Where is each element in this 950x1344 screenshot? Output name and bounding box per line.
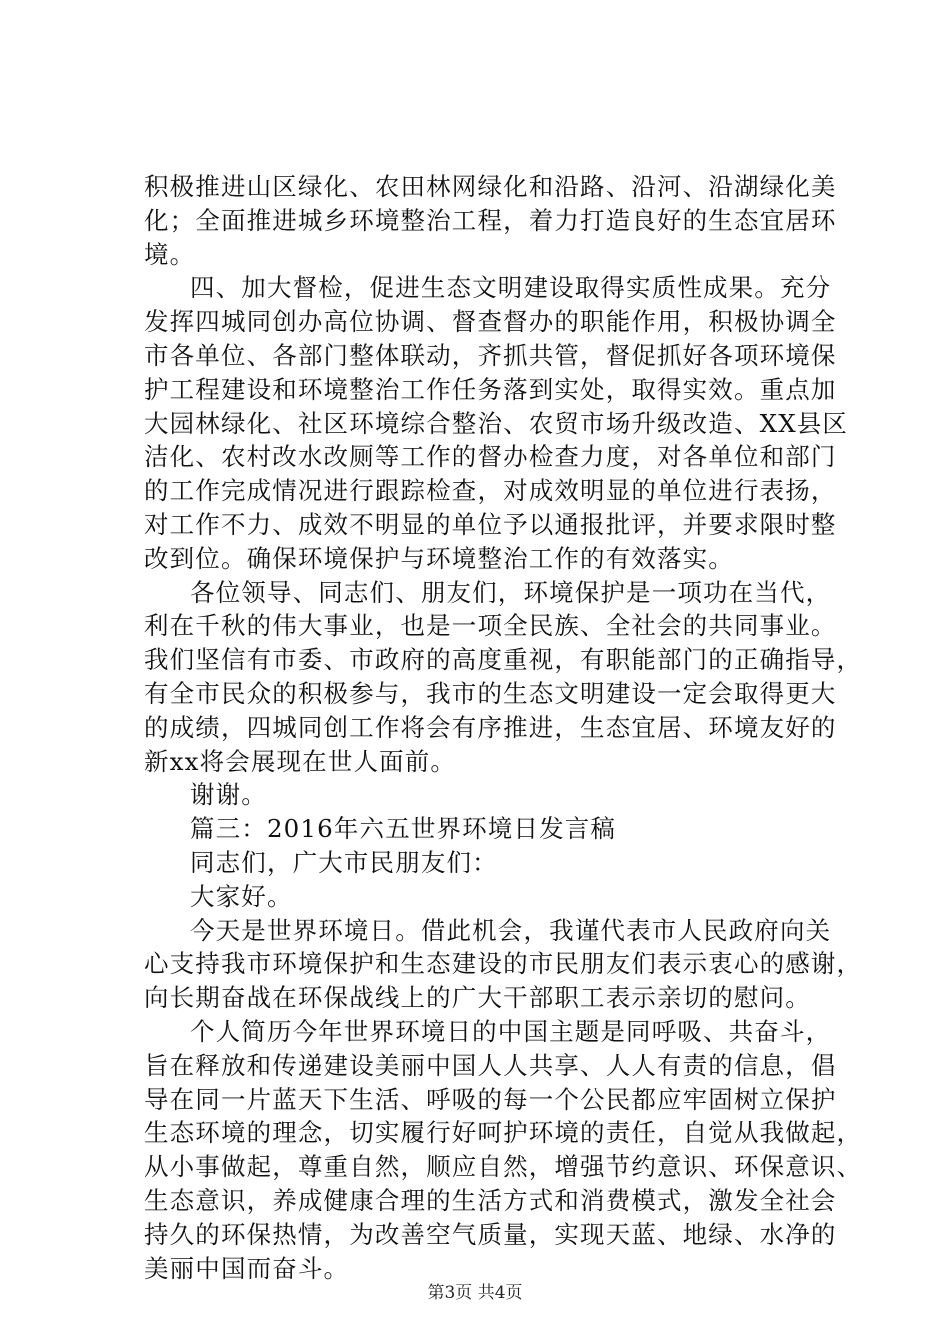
text-line: 向长期奋战在环保战线上的广大干部职工表示亲切的慰问。 — [144, 983, 811, 1013]
text-line: 今天是世界环境日。借此机会，我谨代表市人民政府向关 — [190, 915, 832, 945]
text-line: 洁化、农村改水改厕等工作的督办检查力度，对各单位和部门 — [144, 442, 837, 472]
document-body — [144, 170, 863, 1285]
text-line: 利在千秋的伟大事业，也是一项全民族、全社会的共同事业。 — [144, 611, 837, 641]
text-line: 谢谢。 — [190, 780, 267, 810]
text-line: 新xx将会展现在世人面前。 — [144, 746, 457, 776]
text-line: 持久的环保热情，为改善空气质量，实现天蓝、地绿、水净的 — [144, 1219, 837, 1249]
text-line: 美丽中国而奋斗。 — [144, 1253, 350, 1283]
text-line: 对工作不力、成效不明显的单位予以通报批评，并要求限时整 — [144, 509, 837, 539]
text-line: 积极推进山区绿化、农田林网绿化和沿路、沿河、沿湖绿化美 — [144, 172, 837, 201]
text-line: 旨在释放和传递建设美丽中国人人共享、人人有责的信息，倡 — [144, 1050, 837, 1080]
text-line: 导在同一片蓝天下生活、呼吸的每一个公民都应牢固树立保护 — [144, 1084, 837, 1114]
text-line: 个人简历今年世界环境日的中国主题是同呼吸、共奋斗， — [190, 1016, 832, 1046]
text-line: 各位领导、同志们、朋友们，环境保护是一项功在当代， — [190, 577, 832, 607]
text-line: 篇三：2016年六五世界环境日发言稿 — [190, 814, 617, 844]
text-line: 市各单位、各部门整体联动，齐抓共管，督促抓好各项环境保 — [144, 340, 837, 370]
text-line: 我们坚信有市委、市政府的高度重视，有职能部门的正确指导， — [144, 645, 863, 675]
text-line: 心支持我市环境保护和生态建设的市民朋友们表示衷心的感谢， — [144, 949, 863, 979]
text-line: 有全市民众的积极参与，我市的生态文明建设一定会取得更大 — [144, 678, 837, 708]
text-line: 的成绩，四城同创工作将会有序推进，生态宜居、环境友好的 — [144, 712, 837, 742]
text-line: 生态环境的理念，切实履行好呵护环境的责任，自觉从我做起， — [144, 1118, 863, 1148]
text-line: 从小事做起，尊重自然，顺应自然，增强节约意识、环保意识、 — [144, 1152, 863, 1182]
text-line: 改到位。确保环境保护与环境整治工作的有效落实。 — [144, 543, 734, 573]
text-line: 生态意识，养成健康合理的生活方式和消费模式，激发全社会 — [144, 1185, 837, 1215]
text-line: 护工程建设和环境整治工作任务落到实处，取得实效。重点加 — [144, 374, 837, 404]
text-line: 境。 — [144, 239, 196, 269]
text-line: 大园林绿化、社区环境综合整治、农贸市场升级改造、XX县区 — [144, 408, 849, 438]
text-line: 大家好。 — [190, 881, 293, 911]
text-line: 同志们，广大市民朋友们： — [190, 847, 498, 877]
text-line: 化；全面推进城乡环境整治工程，着力打造良好的生态宜居环 — [144, 205, 837, 235]
text-line: 发挥四城同创办高位协调、督查督办的职能作用，积极协调全 — [144, 307, 837, 337]
page-footer: 第3页 共4页 — [427, 1283, 523, 1303]
text-line: 的工作完成情况进行跟踪检查，对成效明显的单位进行表扬， — [144, 476, 837, 506]
text-line: 四、加大督检，促进生态文明建设取得实质性成果。充分 — [190, 273, 832, 303]
